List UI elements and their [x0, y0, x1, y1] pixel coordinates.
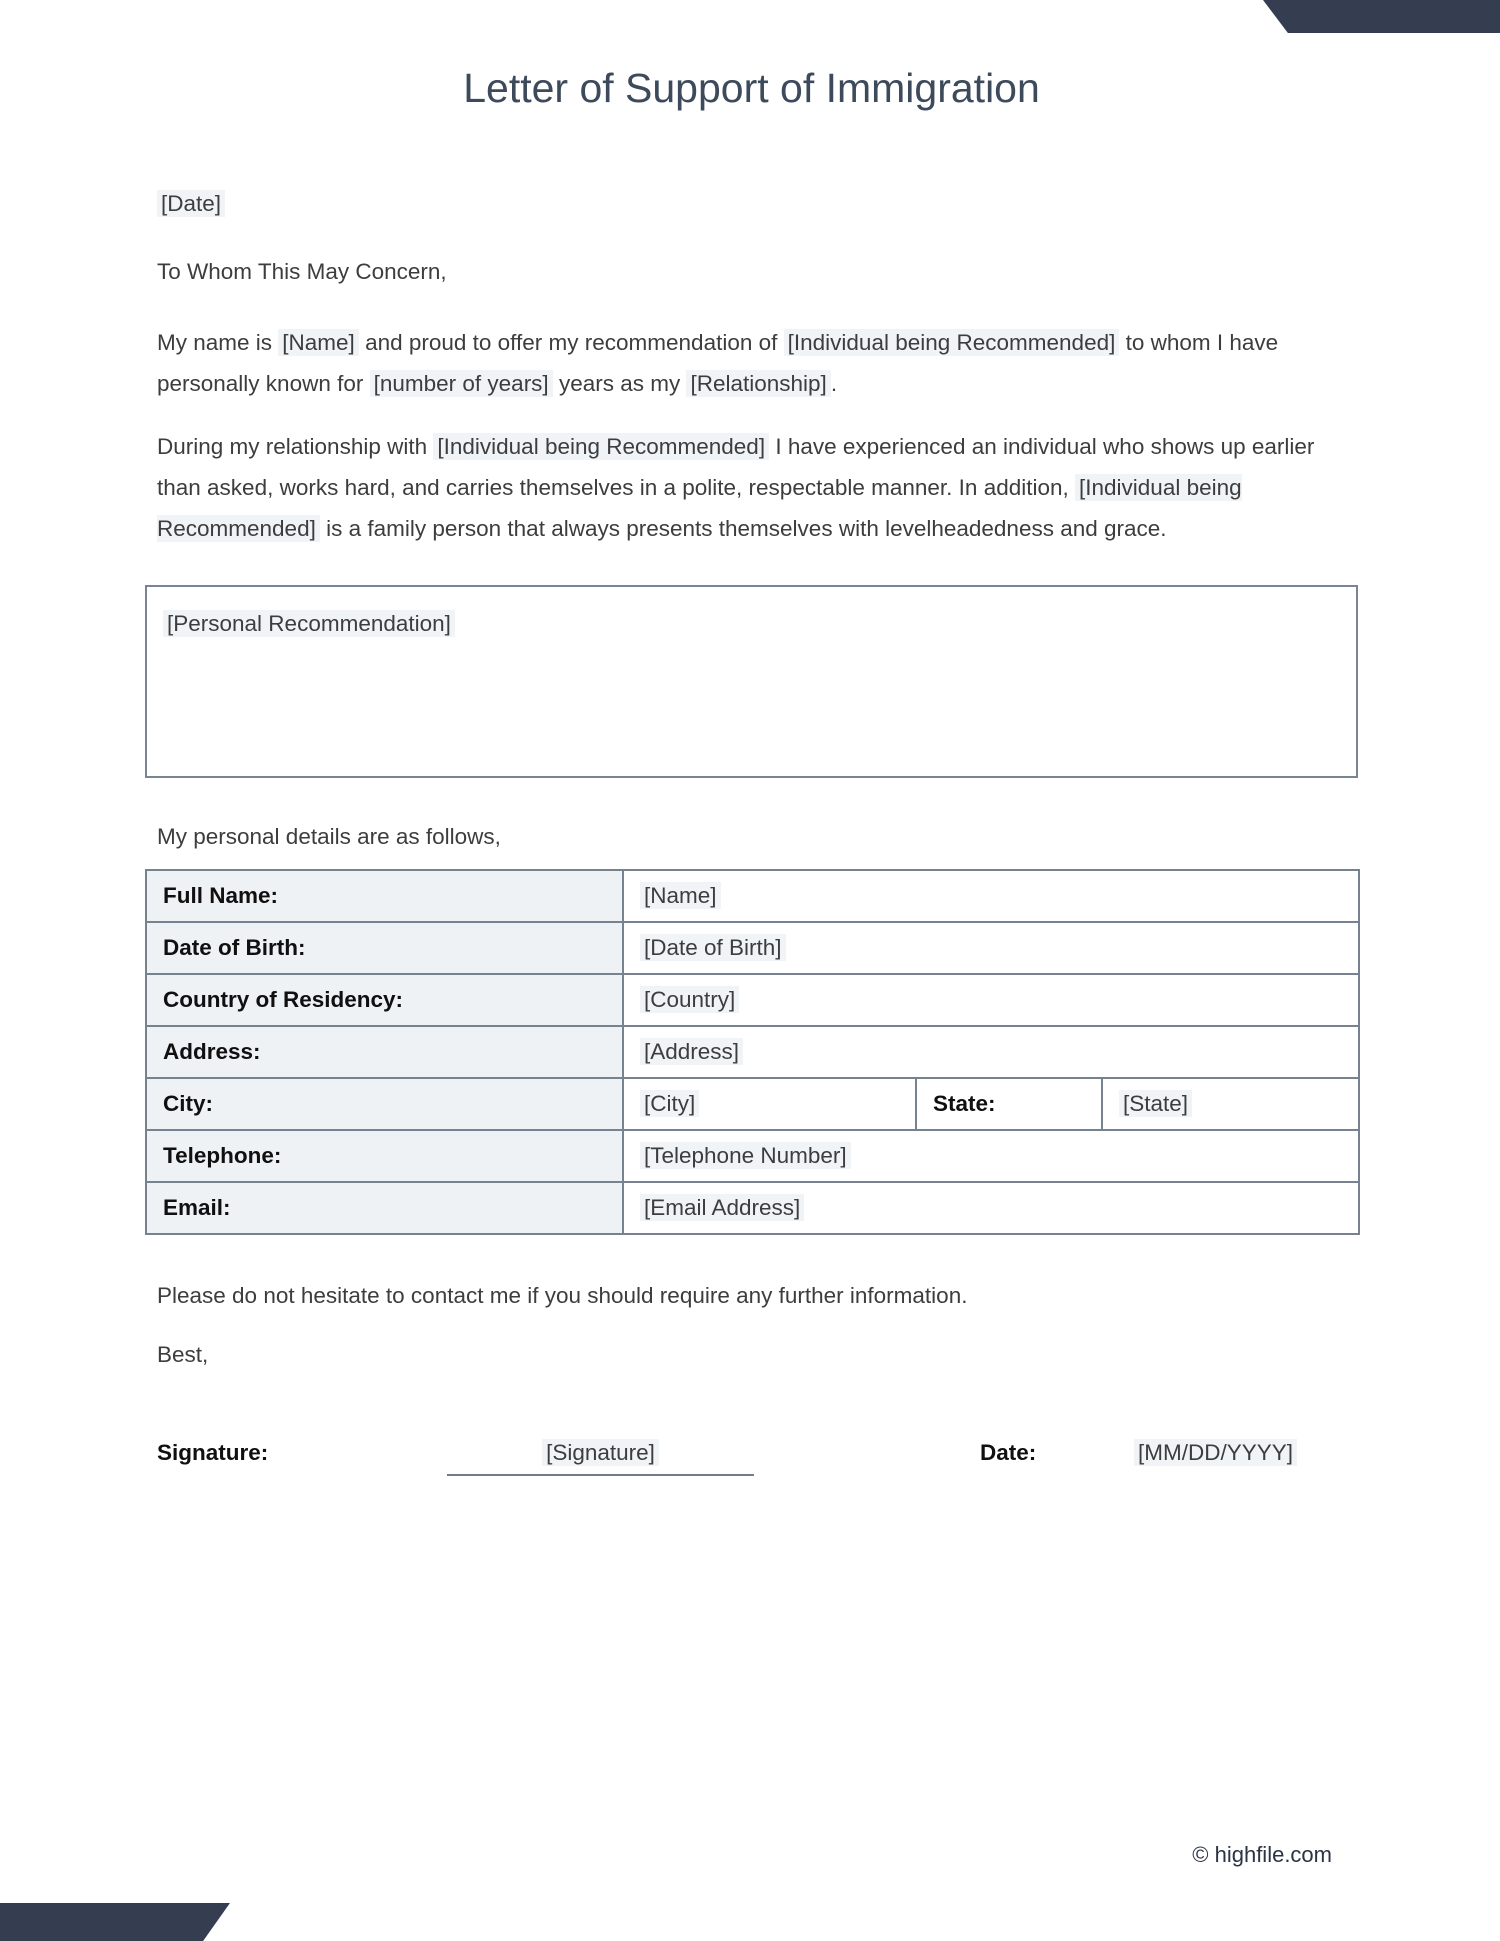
- salutation: To Whom This May Concern,: [157, 259, 447, 284]
- city-cell: [623, 1078, 916, 1130]
- text-run: During my relationship with: [157, 434, 434, 459]
- signature-placeholder[interactable]: [Signature]: [542, 1439, 659, 1466]
- details-intro: My personal details are as follows,: [157, 824, 501, 849]
- city-label: City:: [146, 1078, 623, 1130]
- signature-line[interactable]: [447, 1430, 754, 1476]
- signature-date-value: [1134, 1440, 1297, 1466]
- signature-row: [145, 1430, 1358, 1490]
- text-run: is a family person that always presents themselves with levelheadedness and grace.: [319, 516, 1167, 541]
- date-of-birth-cell: [623, 922, 1359, 974]
- country-label: Country of Residency:: [146, 974, 623, 1026]
- paragraph-introduction: [157, 322, 1356, 404]
- text-run: to whom I have personally known for: [157, 330, 1279, 396]
- table-row-country: [146, 974, 1359, 1026]
- telephone-label: Telephone:: [146, 1130, 623, 1182]
- date-line: [157, 183, 1356, 224]
- country-cell: [623, 974, 1359, 1026]
- signature-label: Signature:: [157, 1440, 269, 1465]
- state-label: State:: [916, 1078, 1102, 1130]
- personal-details-table: [145, 869, 1360, 1235]
- text-run: My name is: [157, 330, 279, 355]
- personal-recommendation-box[interactable]: [145, 585, 1358, 778]
- state-placeholder[interactable]: [State]: [1119, 1090, 1192, 1117]
- country-placeholder[interactable]: [Country]: [640, 986, 739, 1013]
- table-row-full-name: [146, 870, 1359, 922]
- table-row-date-of-birth: [146, 922, 1359, 974]
- page-title: Letter of Support of Immigration: [463, 65, 1040, 111]
- paragraph-relationship: [157, 426, 1356, 549]
- date-placeholder[interactable]: [Date]: [157, 190, 225, 217]
- telephone-placeholder[interactable]: [Telephone Number]: [640, 1142, 851, 1169]
- table-row-telephone: [146, 1130, 1359, 1182]
- full-name-label: Full Name:: [146, 870, 623, 922]
- placeholder-field[interactable]: [Name]: [278, 329, 359, 356]
- placeholder-field[interactable]: [Relationship]: [686, 370, 830, 397]
- corner-accent-bottom-left: [0, 1903, 230, 1941]
- table-row-email: [146, 1182, 1359, 1234]
- text-run: I have experienced an individual who shows up earlier than asked, works hard, and carries themselves in a polite, respectable manner. In addition,: [157, 434, 1315, 500]
- text-run: and proud to offer my recommendation of: [358, 330, 784, 355]
- table-row-address: [146, 1026, 1359, 1078]
- city-placeholder[interactable]: [City]: [640, 1090, 699, 1117]
- personal-recommendation-placeholder[interactable]: [Personal Recommendation]: [163, 610, 455, 637]
- email-cell: [623, 1182, 1359, 1234]
- copyright-notice: © highfile.com: [1192, 1842, 1332, 1867]
- address-cell: [623, 1026, 1359, 1078]
- signoff: Best,: [157, 1342, 209, 1367]
- full-name-placeholder[interactable]: [Name]: [640, 882, 721, 909]
- placeholder-field[interactable]: [Individual being Recommended]: [157, 475, 1242, 541]
- date-of-birth-placeholder[interactable]: [Date of Birth]: [640, 934, 786, 961]
- text-run: .: [830, 371, 838, 396]
- state-cell: [1102, 1078, 1359, 1130]
- signature-date-label: Date:: [980, 1440, 1037, 1465]
- signature-date-placeholder[interactable]: [MM/DD/YYYY]: [1134, 1439, 1297, 1466]
- placeholder-field[interactable]: [Individual being Recommended]: [433, 433, 769, 460]
- email-label: Email:: [146, 1182, 623, 1234]
- address-placeholder[interactable]: [Address]: [640, 1038, 743, 1065]
- table-row-city-state: [146, 1078, 1359, 1130]
- address-label: Address:: [146, 1026, 623, 1078]
- closing-line: Please do not hesitate to contact me if you should require any further information.: [157, 1283, 968, 1308]
- text-run: years as my: [552, 371, 687, 396]
- placeholder-field[interactable]: [Individual being Recommended]: [784, 329, 1120, 356]
- telephone-cell: [623, 1130, 1359, 1182]
- date-of-birth-label: Date of Birth:: [146, 922, 623, 974]
- email-placeholder[interactable]: [Email Address]: [640, 1194, 804, 1221]
- full-name-cell: [623, 870, 1359, 922]
- placeholder-field[interactable]: [number of years]: [370, 370, 553, 397]
- letter-content: [145, 0, 1358, 1490]
